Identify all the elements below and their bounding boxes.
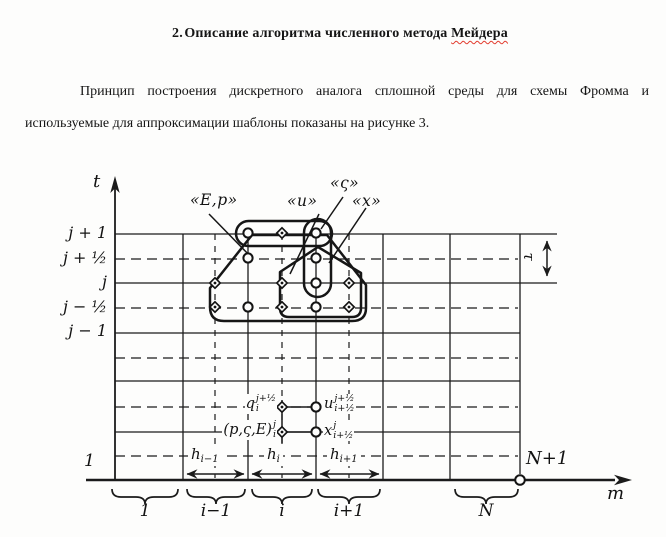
- label-x-i+half-j: x j i+½: [324, 420, 354, 441]
- m-axis-label: m: [607, 483, 625, 504]
- label-p-rho-E-i-j: (p,ς,E) j i: [223, 419, 276, 440]
- label-u-i+half-j+half: u j+½ i+½: [324, 393, 355, 414]
- cell-label-1: 1: [139, 501, 151, 521]
- stencil-label-u: «u»: [287, 192, 318, 210]
- stencil-label-x: «x»: [352, 192, 382, 210]
- paragraph-line-1: Принцип построения дискретного аналога сплошной среды для схемы Фромма и: [80, 84, 649, 99]
- leader-rho: [321, 197, 343, 229]
- m-axis: [86, 475, 632, 485]
- heading-title: Описание алгоритма численного метода: [184, 26, 448, 41]
- cell-underbraces: [112, 489, 518, 504]
- cell-label-i+1: i+1: [333, 501, 365, 521]
- label-h-i-1: h i−1: [188, 446, 222, 466]
- node-N+1-marker: [515, 475, 525, 485]
- cell-label-i-1: i−1: [200, 501, 232, 521]
- label-h-i+1: h i+1: [327, 446, 361, 466]
- leader-x: [329, 208, 366, 263]
- cell-label-i: i: [279, 501, 285, 521]
- last-node-label: N+1: [526, 448, 569, 469]
- tau-label: τ: [519, 252, 538, 261]
- grid-vertical-solid: [183, 234, 520, 480]
- time-level-j-half: j − ½: [62, 297, 107, 316]
- label-q-i-j+half: q j+½ i: [245, 393, 276, 414]
- origin-node-label: 1: [84, 451, 95, 471]
- time-level-j-1: j − 1: [68, 321, 107, 340]
- spellchecked-word: Мейдера: [451, 26, 508, 41]
- t-axis-label: t: [93, 171, 101, 192]
- t-axis: [110, 176, 119, 481]
- time-level-j: j: [102, 272, 107, 291]
- time-level-j+1: j + 1: [68, 223, 107, 242]
- heading-number: 2.: [172, 26, 183, 41]
- label-h-i: h i: [264, 446, 283, 466]
- stencil-label-ep: «E,p»: [190, 191, 238, 209]
- stencil-label-rho: «ς»: [330, 174, 360, 192]
- cell-label-N: N: [478, 501, 494, 521]
- time-level-j+half: j + ½: [62, 248, 107, 267]
- paragraph-line-2: используемые для аппроксимации шаблоны показаны на рисунке 3.: [25, 116, 430, 131]
